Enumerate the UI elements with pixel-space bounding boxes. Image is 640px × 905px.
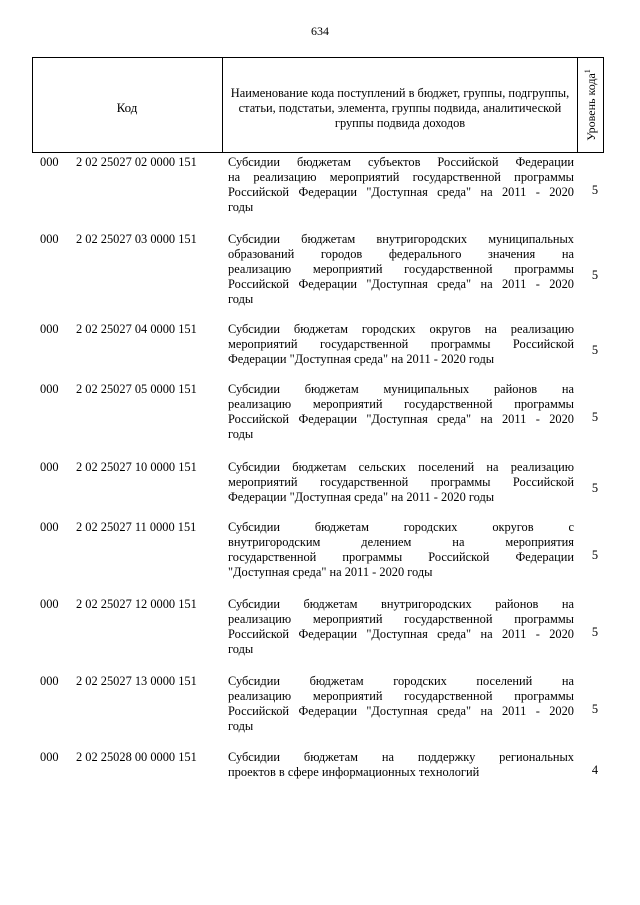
description-line: мероприятий государственной программы Российской: [228, 475, 574, 489]
description: [228, 674, 574, 734]
table-header: [32, 57, 604, 153]
description-line: Субсидии бюджетам городских поселений на: [228, 674, 574, 688]
description-line: Российской Федерации "Доступная среда" на 2011 - 2020: [228, 277, 574, 291]
budget-code: 2 02 25027 03 0000 151: [76, 232, 197, 246]
description-line: годы: [228, 642, 254, 656]
description-line: Российской Федерации "Доступная среда" на 2011 - 2020: [228, 412, 574, 426]
description-line: годы: [228, 292, 254, 306]
description-line: на реализацию мероприятий государственной программы: [228, 170, 574, 184]
column-divider: [577, 58, 578, 152]
description: [228, 597, 574, 657]
description-line: реализацию мероприятий государственной программы: [228, 612, 574, 626]
description: [228, 155, 574, 215]
description-line: государственной программы Российской Федерации: [228, 550, 574, 564]
code-level: 5: [591, 548, 599, 562]
description-line: Субсидии бюджетам городских округов на реализацию: [228, 322, 574, 336]
description-line: годы: [228, 200, 254, 214]
budget-code: 2 02 25027 02 0000 151: [76, 155, 197, 169]
admin-code: 000: [40, 750, 59, 764]
budget-code: 2 02 25027 12 0000 151: [76, 597, 197, 611]
budget-code: 2 02 25027 13 0000 151: [76, 674, 197, 688]
admin-code: 000: [40, 674, 59, 688]
description-line: мероприятий государственной программы Российской: [228, 337, 574, 351]
admin-code: 000: [40, 382, 59, 396]
admin-code: 000: [40, 322, 59, 336]
code-level: 5: [591, 268, 599, 282]
description-line: Субсидии бюджетам сельских поселений на реализацию: [228, 460, 574, 474]
description: [228, 520, 574, 580]
description-line: Субсидии бюджетам муниципальных районов на: [228, 382, 574, 396]
admin-code: 000: [40, 232, 59, 246]
description: [228, 382, 574, 442]
description-line: Федерации "Доступная среда" на 2011 - 2020 годы: [228, 352, 495, 366]
code-level: 5: [591, 481, 599, 495]
header-level-footnote: 1: [583, 69, 592, 74]
code-level: 5: [591, 702, 599, 716]
description-line: Субсидии бюджетам внутригородских районов на: [228, 597, 574, 611]
page-number: 634: [311, 24, 329, 38]
budget-code: 2 02 25028 00 0000 151: [76, 750, 197, 764]
header-name: Наименование кода поступлений в бюджет, группы, подгруппы, статьи, подстатьи, элемента, группы подвида, аналитической группы подвида доходов: [230, 85, 570, 130]
description-line: "Доступная среда" на 2011 - 2020 годы: [228, 565, 433, 579]
header-level: [583, 69, 599, 141]
budget-code: 2 02 25027 04 0000 151: [76, 322, 197, 336]
budget-code: 2 02 25027 11 0000 151: [76, 520, 197, 534]
code-level: 5: [591, 343, 599, 357]
admin-code: 000: [40, 155, 59, 169]
description-line: Субсидии бюджетам городских округов с: [228, 520, 574, 534]
budget-code: 2 02 25027 05 0000 151: [76, 382, 197, 396]
description-line: образований городов федерального значения на: [228, 247, 574, 261]
description: [228, 232, 574, 307]
description-line: Федерации "Доступная среда" на 2011 - 2020 годы: [228, 490, 495, 504]
description-line: Российской Федерации "Доступная среда" на 2011 - 2020: [228, 704, 574, 718]
code-level: 5: [591, 625, 599, 639]
admin-code: 000: [40, 460, 59, 474]
description-line: Субсидии бюджетам внутригородских муниципальных: [228, 232, 574, 246]
description-line: годы: [228, 427, 254, 441]
admin-code: 000: [40, 520, 59, 534]
description-line: реализацию мероприятий государственной программы: [228, 262, 574, 276]
header-code: Код: [116, 100, 138, 115]
description-line: Российской Федерации "Доступная среда" на 2011 - 2020: [228, 185, 574, 199]
header-level-label: Уровень кода: [584, 73, 598, 141]
admin-code: 000: [40, 597, 59, 611]
description-line: Субсидии бюджетам субъектов Российской Федерации: [228, 155, 574, 169]
description: [228, 322, 574, 367]
description-line: проектов в сфере информационных технологий: [228, 765, 480, 779]
description-line: Российской Федерации "Доступная среда" на 2011 - 2020: [228, 627, 574, 641]
column-divider: [603, 58, 604, 152]
description-line: Субсидии бюджетам на поддержку региональных: [228, 750, 574, 764]
description-line: годы: [228, 719, 254, 733]
description-line: реализацию мероприятий государственной программы: [228, 689, 574, 703]
code-level: 5: [591, 183, 599, 197]
description-line: реализацию мероприятий государственной программы: [228, 397, 574, 411]
code-level: 5: [591, 410, 599, 424]
description: [228, 750, 574, 780]
budget-code: 2 02 25027 10 0000 151: [76, 460, 197, 474]
code-level: 4: [591, 763, 599, 777]
description: [228, 460, 574, 505]
description-line: внутригородским делением на мероприятия: [228, 535, 574, 549]
